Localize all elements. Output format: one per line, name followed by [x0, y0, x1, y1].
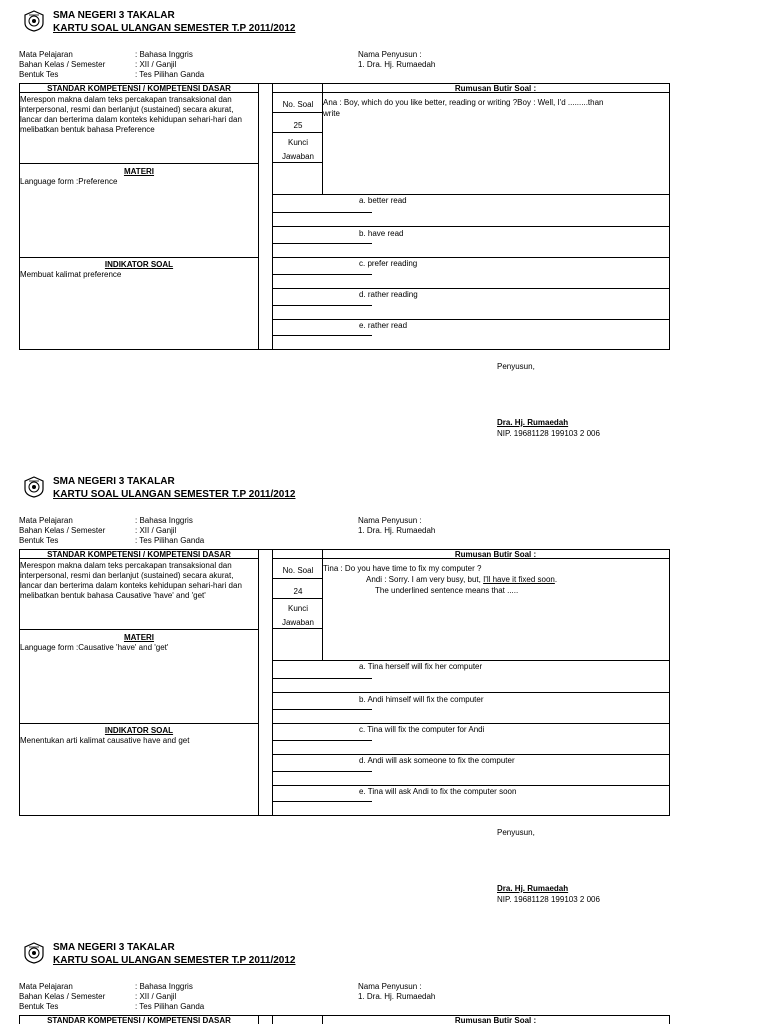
school-name: SMA NEGERI 3 TAKALAR: [53, 10, 175, 21]
kelas-label: Bahan Kelas / Semester: [19, 992, 106, 1001]
sk-header: STANDAR KOMPETENSI / KOMPETENSI DASAR: [47, 550, 231, 559]
question-card-1: [0, 0, 768, 466]
signer-nip: NIP. 19681128 199103 2 006: [497, 895, 600, 904]
jawaban-label: Jawaban: [281, 618, 315, 627]
option-c[interactable]: c. Tina will fix the computer for Andi: [359, 725, 485, 734]
option-d[interactable]: d. rather reading: [359, 290, 418, 299]
kelas-value: : XII / Ganjil: [135, 992, 177, 1001]
kelas-value: : XII / Ganjil: [135, 526, 177, 535]
school-emblem-icon: [24, 942, 44, 964]
penyusun-label: Nama Penyusun :: [358, 982, 422, 991]
penyusun-label: Nama Penyusun :: [358, 50, 422, 59]
option-b[interactable]: b. Andi himself will fix the computer: [359, 695, 484, 704]
question-line-3: The underlined sentence means that .....: [375, 586, 519, 595]
question-line-1: Ana : Boy, which do you like better, reading or writing ?Boy : Well, I'd .........than: [323, 98, 604, 107]
sk-text: Merespon makna dalam teks percakapan transaksional dan interpersonal, resmi dan berlanjut (sustained) secara akurat, lancar dan berterima dalam konteks kehidupan sehari-hari dan melibatkan bentuk bahasa Causative 'have' and 'get': [20, 561, 242, 600]
tes-value: : Tes Pilihan Ganda: [135, 70, 205, 79]
kunci-label: Kunci: [287, 138, 308, 147]
penyusun-name: 1. Dra. Hj. Rumaedah: [358, 526, 436, 535]
penyusun-label: Nama Penyusun :: [358, 516, 422, 525]
no-soal-value: 25: [293, 121, 303, 130]
option-c[interactable]: c. prefer reading: [359, 259, 418, 268]
materi-header: MATERI: [123, 633, 155, 642]
school-emblem-icon: [24, 10, 44, 32]
sk-text: Merespon makna dalam teks percakapan transaksional dan interpersonal, resmi dan berlanjut (sustained) secara akurat, lancar dan berterima dalam konteks kehidupan sehari-hari dan melibatkan bentuk bahasa Preference: [20, 95, 242, 134]
signer-name: Dra. Hj. Rumaedah: [497, 418, 569, 427]
penyusun-block: [358, 516, 435, 536]
question-line-1: Tina : Do you have time to fix my computer ?: [323, 564, 482, 573]
card-title: KARTU SOAL ULANGAN SEMESTER T.P 2011/2012: [53, 23, 296, 34]
jawaban-label: Jawaban: [281, 152, 315, 161]
materi-text: Language form :Causative 'have' and 'get': [20, 643, 169, 652]
tes-value: : Tes Pilihan Ganda: [135, 1002, 205, 1011]
school-name: SMA NEGERI 3 TAKALAR: [53, 476, 175, 487]
sk-header: STANDAR KOMPETENSI / KOMPETENSI DASAR: [47, 84, 231, 93]
school-emblem-icon: [24, 476, 44, 498]
materi-header: MATERI: [123, 167, 155, 176]
card-title: KARTU SOAL ULANGAN SEMESTER T.P 2011/2012: [53, 489, 296, 500]
option-a[interactable]: a. better read: [359, 196, 407, 205]
indikator-header: INDIKATOR SOAL: [104, 260, 174, 269]
mapel-value: : Bahasa Inggris: [135, 50, 193, 59]
question-line-2: Andi : Sorry. I am very busy, but, I'll have it fixed soon.: [366, 575, 558, 584]
option-a[interactable]: a. Tina herself will fix her computer: [359, 662, 483, 671]
kelas-label: Bahan Kelas / Semester: [19, 526, 106, 535]
penyusun-sign-label: Penyusun,: [497, 828, 535, 837]
tes-label: Bentuk Tes: [19, 536, 59, 545]
penyusun-name: 1. Dra. Hj. Rumaedah: [358, 992, 436, 1001]
indikator-text: Membuat kalimat preference: [20, 270, 122, 279]
mapel-value: : Bahasa Inggris: [135, 982, 193, 991]
penyusun-name: 1. Dra. Hj. Rumaedah: [358, 60, 436, 69]
mapel-value: : Bahasa Inggris: [135, 516, 193, 525]
kelas-label: Bahan Kelas / Semester: [19, 60, 106, 69]
mapel-label: Mata Pelajaran: [19, 982, 73, 991]
mapel-label: Mata Pelajaran: [19, 516, 73, 525]
rumusan-header: Rumusan Butir Soal :: [454, 84, 537, 93]
school-name: SMA NEGERI 3 TAKALAR: [53, 942, 175, 953]
card-title: KARTU SOAL ULANGAN SEMESTER T.P 2011/2012: [53, 955, 296, 966]
question-card-3: [0, 932, 768, 1024]
kunci-label: Kunci: [287, 604, 308, 613]
info-block: [19, 50, 204, 80]
info-block: [19, 516, 204, 546]
rumusan-header: Rumusan Butir Soal :: [454, 550, 537, 559]
no-soal-value: 24: [293, 587, 303, 596]
underlined-sentence: I'll have it fixed soon: [483, 575, 555, 584]
question-table: [19, 83, 670, 350]
tes-value: : Tes Pilihan Ganda: [135, 536, 205, 545]
kelas-value: : XII / Ganjil: [135, 60, 177, 69]
info-block: [19, 982, 204, 1012]
no-soal-label: No. Soal: [282, 100, 314, 109]
question-table: [19, 1015, 670, 1024]
penyusun-block: [358, 50, 435, 70]
materi-text: Language form :Preference: [20, 177, 118, 186]
tes-label: Bentuk Tes: [19, 70, 59, 79]
signer-nip: NIP. 19681128 199103 2 006: [497, 429, 600, 438]
penyusun-sign-label: Penyusun,: [497, 362, 535, 371]
no-soal-label: No. Soal: [282, 566, 314, 575]
option-e[interactable]: e. rather read: [359, 321, 408, 330]
option-d[interactable]: d. Andi will ask someone to fix the computer: [359, 756, 515, 765]
option-e[interactable]: e. Tina will ask Andi to fix the computer soon: [359, 787, 517, 796]
question-line-2: write: [323, 109, 340, 118]
signer-name: Dra. Hj. Rumaedah: [497, 884, 569, 893]
sk-header: STANDAR KOMPETENSI / KOMPETENSI DASAR: [47, 1016, 231, 1024]
indikator-header: INDIKATOR SOAL: [104, 726, 174, 735]
tes-label: Bentuk Tes: [19, 1002, 59, 1011]
question-table: [19, 549, 670, 816]
indikator-text: Menentukan arti kalimat causative have and get: [20, 736, 190, 745]
penyusun-block: [358, 982, 435, 1002]
mapel-label: Mata Pelajaran: [19, 50, 73, 59]
option-b[interactable]: b. have read: [359, 229, 404, 238]
rumusan-header: Rumusan Butir Soal :: [454, 1016, 537, 1024]
question-card-2: [0, 466, 768, 932]
